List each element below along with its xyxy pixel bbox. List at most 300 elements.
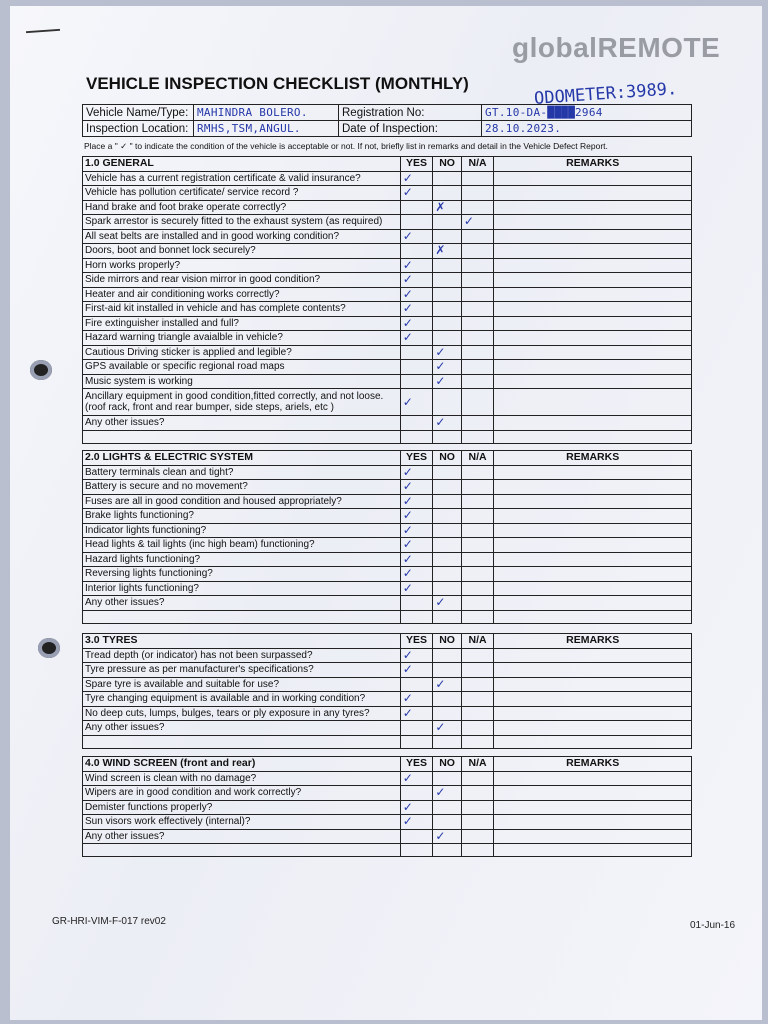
remarks-field[interactable]	[494, 229, 692, 244]
na-checkbox[interactable]	[461, 258, 494, 273]
item-label: Head lights & tail lights (inc high beam) functioning?	[83, 538, 401, 553]
no-checkbox[interactable]	[433, 509, 462, 524]
table-row	[83, 538, 692, 553]
blank-cell[interactable]	[461, 844, 494, 857]
cross-tick-icon: ✗	[435, 200, 446, 214]
yes-checkbox[interactable]	[400, 721, 433, 736]
na-checkbox[interactable]	[461, 706, 494, 721]
no-checkbox[interactable]	[433, 552, 462, 567]
yes-header: YES	[400, 451, 433, 466]
no-checkbox[interactable]	[433, 494, 462, 509]
tick-icon: ✓	[402, 691, 413, 706]
yes-checkbox[interactable]	[400, 692, 433, 707]
blank-row	[83, 735, 692, 748]
remarks-field[interactable]	[494, 200, 692, 215]
form-date: 01-Jun-16	[690, 920, 736, 931]
remarks-header: REMARKS	[494, 451, 692, 466]
blank-cell[interactable]	[400, 610, 433, 623]
na-checkbox[interactable]	[461, 229, 494, 244]
table-row	[83, 815, 692, 830]
cross-tick-icon: ✗	[435, 243, 446, 258]
remarks-field[interactable]	[494, 721, 692, 736]
na-checkbox[interactable]	[461, 581, 494, 596]
remarks-field[interactable]	[494, 800, 692, 815]
no-checkbox[interactable]	[433, 786, 462, 801]
yes-checkbox[interactable]	[400, 244, 433, 259]
yes-checkbox[interactable]	[400, 171, 433, 186]
no-checkbox[interactable]	[433, 581, 462, 596]
table-row	[83, 465, 692, 480]
na-checkbox[interactable]	[461, 287, 494, 302]
na-checkbox[interactable]	[461, 480, 494, 495]
remarks-field[interactable]	[494, 706, 692, 721]
item-label: First-aid kit installed in vehicle and has complete contents?	[83, 302, 401, 317]
na-checkbox[interactable]	[461, 416, 494, 431]
table-row	[83, 302, 692, 317]
tick-icon: ✓	[402, 301, 413, 316]
table-row	[83, 581, 692, 596]
no-checkbox[interactable]	[433, 721, 462, 736]
table-row	[83, 677, 692, 692]
tick-icon: ✓	[402, 394, 413, 409]
no-checkbox[interactable]	[433, 648, 462, 663]
no-checkbox[interactable]	[433, 244, 462, 259]
vehicle-value[interactable]: MAHINDRA BOLERO.	[194, 105, 339, 121]
blank-cell[interactable]	[433, 844, 462, 857]
table-row	[83, 389, 692, 416]
section-title: 4.0 WIND SCREEN (front and rear)	[83, 757, 401, 772]
yes-checkbox[interactable]	[400, 815, 433, 830]
tick-icon: ✓	[402, 800, 413, 814]
no-header: NO	[433, 451, 462, 466]
tick-icon: ✓	[435, 785, 446, 800]
yes-checkbox[interactable]	[400, 186, 433, 201]
remarks-field[interactable]	[494, 186, 692, 201]
item-label: Spare tyre is available and suitable for use?	[83, 677, 401, 692]
na-checkbox[interactable]	[461, 815, 494, 830]
no-checkbox[interactable]	[433, 360, 462, 375]
no-checkbox[interactable]	[433, 186, 462, 201]
blank-cell[interactable]	[494, 430, 692, 443]
item-label: Interior lights functioning?	[83, 581, 401, 596]
remarks-field[interactable]	[494, 509, 692, 524]
table-row	[83, 596, 692, 611]
na-checkbox[interactable]	[461, 360, 494, 375]
table-row	[83, 258, 692, 273]
table-row	[83, 316, 692, 331]
item-label: Any other issues?	[83, 829, 401, 844]
yes-header: YES	[400, 757, 433, 772]
blank-cell[interactable]	[400, 430, 433, 443]
tick-icon: ✓	[402, 287, 413, 301]
remarks-field[interactable]	[494, 815, 692, 830]
registration-label: Registration No:	[339, 105, 482, 121]
remarks-field[interactable]	[494, 567, 692, 582]
remarks-field[interactable]	[494, 331, 692, 346]
no-checkbox[interactable]	[433, 829, 462, 844]
table-row	[83, 200, 692, 215]
no-checkbox[interactable]	[433, 771, 462, 786]
tick-icon: ✓	[402, 171, 413, 185]
table-row	[83, 692, 692, 707]
brand-logo: globalREMOTE	[512, 32, 721, 63]
item-label: Any other issues?	[83, 416, 401, 431]
table-row	[83, 244, 692, 259]
na-checkbox[interactable]	[461, 829, 494, 844]
yes-checkbox[interactable]	[400, 648, 433, 663]
yes-checkbox[interactable]	[400, 663, 433, 678]
yes-checkbox[interactable]	[400, 509, 433, 524]
remarks-field[interactable]	[494, 771, 692, 786]
yes-checkbox[interactable]	[400, 677, 433, 692]
tick-icon: ✓	[435, 720, 446, 735]
blank-cell[interactable]	[461, 430, 494, 443]
yes-checkbox[interactable]	[400, 287, 433, 302]
na-checkbox[interactable]	[461, 509, 494, 524]
remarks-header: REMARKS	[494, 157, 692, 172]
no-checkbox[interactable]	[433, 692, 462, 707]
no-checkbox[interactable]	[433, 523, 462, 538]
table-row	[83, 494, 692, 509]
table-row	[83, 416, 692, 431]
item-label: Reversing lights functioning?	[83, 567, 401, 582]
item-label: Vehicle has a current registration certificate & valid insurance?	[83, 171, 401, 186]
tick-icon: ✓	[402, 706, 413, 720]
na-checkbox[interactable]	[461, 186, 494, 201]
yes-checkbox[interactable]	[400, 273, 433, 288]
location-label: Inspection Location:	[83, 121, 194, 137]
yes-checkbox[interactable]	[400, 465, 433, 480]
no-checkbox[interactable]	[433, 215, 462, 230]
yes-checkbox[interactable]	[400, 567, 433, 582]
na-checkbox[interactable]	[461, 596, 494, 611]
no-checkbox[interactable]	[433, 258, 462, 273]
remarks-field[interactable]	[494, 244, 692, 259]
remarks-field[interactable]	[494, 273, 692, 288]
section-table	[82, 756, 692, 857]
no-checkbox[interactable]	[433, 374, 462, 389]
no-checkbox[interactable]	[433, 331, 462, 346]
remarks-field[interactable]	[494, 287, 692, 302]
section-table	[82, 450, 692, 624]
table-row	[83, 663, 692, 678]
section-table	[82, 633, 692, 749]
yes-checkbox[interactable]	[400, 552, 433, 567]
yes-checkbox[interactable]	[400, 360, 433, 375]
blank-cell[interactable]	[83, 430, 401, 443]
na-checkbox[interactable]	[461, 523, 494, 538]
tick-icon: ✓	[435, 359, 446, 374]
item-label: Wipers are in good condition and work correctly?	[83, 786, 401, 801]
na-checkbox[interactable]	[461, 721, 494, 736]
item-label: Hazard warning triangle avaialble in vehicle?	[83, 331, 401, 346]
yes-checkbox[interactable]	[400, 229, 433, 244]
remarks-field[interactable]	[494, 302, 692, 317]
blank-cell[interactable]	[433, 735, 462, 748]
tick-icon: ✓	[402, 229, 413, 243]
no-checkbox[interactable]	[433, 389, 462, 416]
na-checkbox[interactable]	[461, 692, 494, 707]
item-label: Hazard lights functioning?	[83, 552, 401, 567]
date-label: Date of Inspection:	[339, 121, 482, 137]
no-checkbox[interactable]	[433, 229, 462, 244]
remarks-field[interactable]	[494, 258, 692, 273]
remarks-field[interactable]	[494, 538, 692, 553]
tick-icon: ✓	[402, 662, 413, 677]
blank-row	[83, 430, 692, 443]
remarks-field[interactable]	[494, 494, 692, 509]
na-checkbox[interactable]	[461, 677, 494, 692]
blank-cell[interactable]	[83, 844, 401, 857]
item-label: Side mirrors and rear vision mirror in good condition?	[83, 273, 401, 288]
no-checkbox[interactable]	[433, 596, 462, 611]
section-title: 2.0 LIGHTS & ELECTRIC SYSTEM	[83, 451, 401, 466]
no-checkbox[interactable]	[433, 663, 462, 678]
yes-checkbox[interactable]	[400, 374, 433, 389]
na-header: N/A	[461, 757, 494, 772]
item-label: Heater and air conditioning works correctly?	[83, 287, 401, 302]
tick-icon: ✓	[435, 345, 446, 359]
item-label: Horn works properly?	[83, 258, 401, 273]
table-row	[83, 229, 692, 244]
remarks-field[interactable]	[494, 596, 692, 611]
no-checkbox[interactable]	[433, 538, 462, 553]
table-row	[83, 567, 692, 582]
remarks-field[interactable]	[494, 552, 692, 567]
no-checkbox[interactable]	[433, 480, 462, 495]
blank-cell[interactable]	[83, 735, 401, 748]
no-header: NO	[433, 634, 462, 649]
blank-cell[interactable]	[433, 610, 462, 623]
item-label: Tyre changing equipment is available and in working condition?	[83, 692, 401, 707]
tick-icon: ✓	[402, 648, 413, 662]
na-checkbox[interactable]	[461, 800, 494, 815]
na-checkbox[interactable]	[461, 552, 494, 567]
tick-icon: ✓	[402, 771, 413, 785]
na-checkbox[interactable]	[461, 302, 494, 317]
remarks-field[interactable]	[494, 465, 692, 480]
na-checkbox[interactable]	[461, 331, 494, 346]
no-checkbox[interactable]	[433, 273, 462, 288]
na-checkbox[interactable]	[461, 771, 494, 786]
blank-cell[interactable]	[461, 735, 494, 748]
date-value[interactable]: 28.10.2023.	[482, 121, 692, 137]
item-label: All seat belts are installed and in good working condition?	[83, 229, 401, 244]
remarks-field[interactable]	[494, 389, 692, 416]
tick-icon: ✓	[402, 566, 413, 581]
yes-checkbox[interactable]	[400, 345, 433, 360]
no-header: NO	[433, 757, 462, 772]
na-header: N/A	[461, 634, 494, 649]
yes-header: YES	[400, 634, 433, 649]
table-row	[83, 523, 692, 538]
remarks-field[interactable]	[494, 345, 692, 360]
yes-checkbox[interactable]	[400, 331, 433, 346]
yes-checkbox[interactable]	[400, 538, 433, 553]
tick-icon: ✓	[435, 415, 446, 430]
table-row	[83, 215, 692, 230]
na-checkbox[interactable]	[461, 465, 494, 480]
blank-cell[interactable]	[400, 844, 433, 857]
na-checkbox[interactable]	[461, 786, 494, 801]
tick-icon: ✓	[435, 595, 446, 610]
section-title: 1.0 GENERAL	[83, 157, 401, 172]
section-table	[82, 156, 692, 444]
na-checkbox[interactable]	[461, 389, 494, 416]
blank-row	[83, 844, 692, 857]
no-checkbox[interactable]	[433, 171, 462, 186]
na-checkbox[interactable]	[461, 648, 494, 663]
yes-checkbox[interactable]	[400, 258, 433, 273]
yes-checkbox[interactable]	[400, 416, 433, 431]
na-checkbox[interactable]	[461, 316, 494, 331]
no-checkbox[interactable]	[433, 465, 462, 480]
remarks-field[interactable]	[494, 480, 692, 495]
table-row	[83, 706, 692, 721]
tick-icon: ✓	[402, 814, 413, 829]
item-label: Wind screen is clean with no damage?	[83, 771, 401, 786]
instruction-text: Place a " ✓ " to indicate the condition of the vehicle is acceptable or not. If not, briefly list in remarks and detail in the Vehicle Defect Report.	[84, 141, 608, 151]
remarks-field[interactable]	[494, 663, 692, 678]
yes-checkbox[interactable]	[400, 523, 433, 538]
na-checkbox[interactable]	[461, 538, 494, 553]
item-label: Indicator lights functioning?	[83, 523, 401, 538]
remarks-field[interactable]	[494, 829, 692, 844]
remarks-field[interactable]	[494, 677, 692, 692]
na-checkbox[interactable]	[461, 663, 494, 678]
remarks-field[interactable]	[494, 692, 692, 707]
yes-checkbox[interactable]	[400, 771, 433, 786]
tick-icon: ✓	[402, 316, 413, 330]
tick-icon: ✓	[402, 552, 413, 566]
table-row	[83, 287, 692, 302]
yes-checkbox[interactable]	[400, 389, 433, 416]
blank-cell[interactable]	[494, 844, 692, 857]
no-checkbox[interactable]	[433, 815, 462, 830]
no-checkbox[interactable]	[433, 800, 462, 815]
na-header: N/A	[461, 157, 494, 172]
blank-cell[interactable]	[494, 735, 692, 748]
item-label: Any other issues?	[83, 721, 401, 736]
no-checkbox[interactable]	[433, 316, 462, 331]
yes-checkbox[interactable]	[400, 786, 433, 801]
no-checkbox[interactable]	[433, 706, 462, 721]
no-checkbox[interactable]	[433, 416, 462, 431]
item-label: Doors, boot and bonnet lock securely?	[83, 244, 401, 259]
yes-checkbox[interactable]	[400, 706, 433, 721]
yes-checkbox[interactable]	[400, 829, 433, 844]
no-checkbox[interactable]	[433, 677, 462, 692]
registration-value[interactable]: GT.10-DA-████2964	[482, 105, 692, 121]
remarks-field[interactable]	[494, 648, 692, 663]
blank-cell[interactable]	[83, 610, 401, 623]
yes-checkbox[interactable]	[400, 215, 433, 230]
na-checkbox[interactable]	[461, 374, 494, 389]
yes-header: YES	[400, 157, 433, 172]
table-row	[83, 186, 692, 201]
yes-checkbox[interactable]	[400, 596, 433, 611]
remarks-field[interactable]	[494, 581, 692, 596]
yes-checkbox[interactable]	[400, 581, 433, 596]
tick-icon: ✓	[402, 185, 413, 200]
item-label: Music system is working	[83, 374, 401, 389]
blank-cell[interactable]	[433, 430, 462, 443]
table-row	[83, 786, 692, 801]
table-row	[83, 345, 692, 360]
no-checkbox[interactable]	[433, 345, 462, 360]
item-label: Tyre pressure as per manufacturer's specifications?	[83, 663, 401, 678]
yes-checkbox[interactable]	[400, 200, 433, 215]
table-row	[83, 552, 692, 567]
na-checkbox[interactable]	[461, 215, 494, 230]
vehicle-info-table	[82, 104, 692, 137]
location-value[interactable]: RMHS,TSM,ANGUL.	[194, 121, 339, 137]
remarks-field[interactable]	[494, 316, 692, 331]
remarks-field[interactable]	[494, 786, 692, 801]
tick-icon: ✓	[402, 465, 413, 479]
tick-icon: ✓	[435, 374, 446, 388]
remarks-field[interactable]	[494, 171, 692, 186]
blank-cell[interactable]	[400, 735, 433, 748]
item-label: Spark arrestor is securely fitted to the exhaust system (as required)	[83, 215, 401, 230]
table-row	[83, 648, 692, 663]
na-checkbox[interactable]	[461, 200, 494, 215]
no-checkbox[interactable]	[433, 567, 462, 582]
blank-cell[interactable]	[461, 610, 494, 623]
tick-icon: ✓	[402, 508, 413, 523]
item-label: Battery terminals clean and tight?	[83, 465, 401, 480]
no-checkbox[interactable]	[433, 287, 462, 302]
na-checkbox[interactable]	[461, 171, 494, 186]
remarks-field[interactable]	[494, 374, 692, 389]
vehicle-label: Vehicle Name/Type:	[83, 105, 194, 121]
item-label: Sun visors work effectively (internal)?	[83, 815, 401, 830]
no-checkbox[interactable]	[433, 302, 462, 317]
tick-icon: ✓	[435, 829, 446, 843]
tick-icon: ✓	[435, 677, 446, 691]
table-row	[83, 771, 692, 786]
item-label: Demister functions properly?	[83, 800, 401, 815]
table-row	[83, 509, 692, 524]
na-checkbox[interactable]	[461, 567, 494, 582]
no-checkbox[interactable]	[433, 200, 462, 215]
yes-checkbox[interactable]	[400, 302, 433, 317]
tick-icon: ✓	[402, 258, 413, 272]
item-label: Fire extinguisher installed and full?	[83, 316, 401, 331]
item-label: Vehicle has pollution certificate/ service record ?	[83, 186, 401, 201]
tick-icon: ✓	[402, 581, 413, 595]
yes-checkbox[interactable]	[400, 494, 433, 509]
remarks-field[interactable]	[494, 416, 692, 431]
na-checkbox[interactable]	[461, 244, 494, 259]
na-checkbox[interactable]	[461, 273, 494, 288]
na-checkbox[interactable]	[461, 345, 494, 360]
blank-cell[interactable]	[494, 610, 692, 623]
remarks-field[interactable]	[494, 360, 692, 375]
table-row	[83, 829, 692, 844]
section-title: 3.0 TYRES	[83, 634, 401, 649]
table-row	[83, 480, 692, 495]
na-checkbox[interactable]	[461, 494, 494, 509]
yes-checkbox[interactable]	[400, 800, 433, 815]
yes-checkbox[interactable]	[400, 316, 433, 331]
item-label: No deep cuts, lumps, bulges, tears or ply exposure in any tyres?	[83, 706, 401, 721]
yes-checkbox[interactable]	[400, 480, 433, 495]
remarks-field[interactable]	[494, 215, 692, 230]
page-title: VEHICLE INSPECTION CHECKLIST (MONTHLY)	[86, 74, 469, 93]
item-label: Any other issues?	[83, 596, 401, 611]
remarks-field[interactable]	[494, 523, 692, 538]
